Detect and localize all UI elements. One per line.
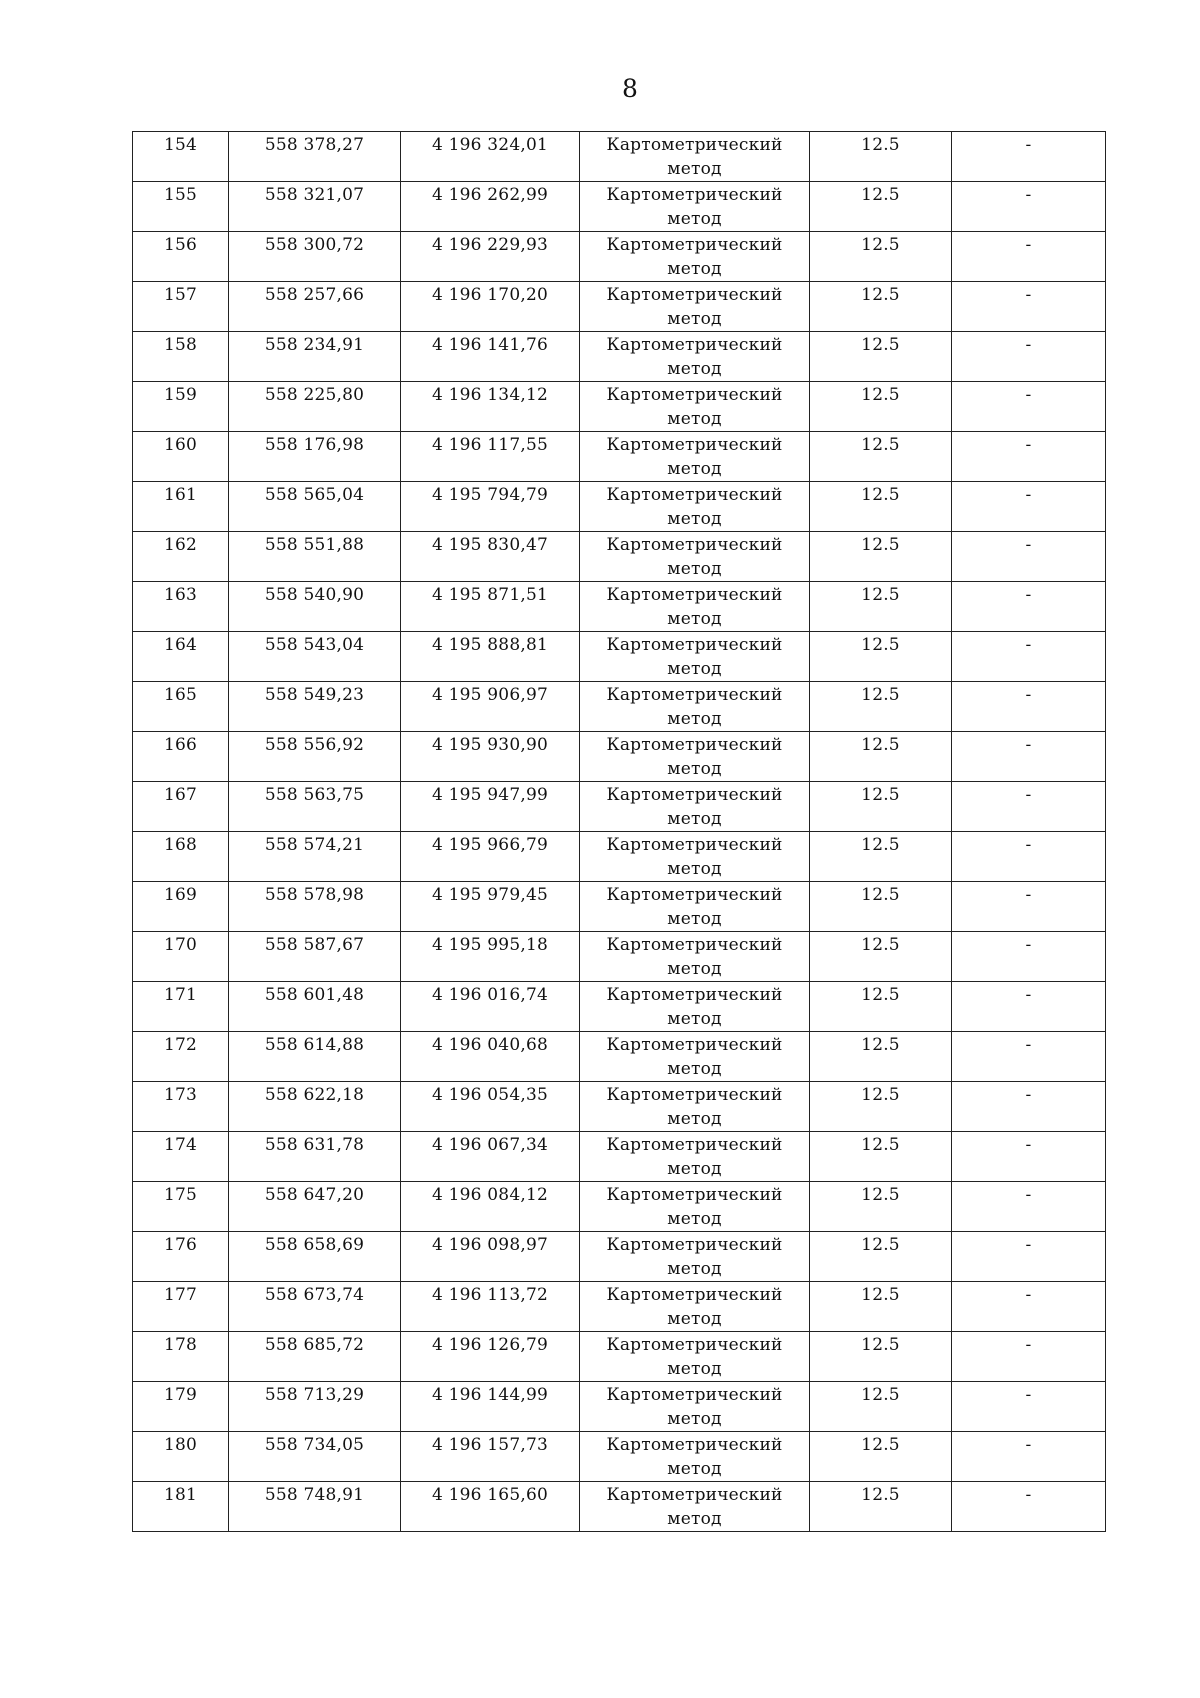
- method-line-2: метод: [667, 1509, 722, 1529]
- point-number-cell: 171: [133, 982, 229, 1032]
- note-cell: -: [952, 882, 1106, 932]
- accuracy-cell: 12.5: [810, 232, 952, 282]
- accuracy-cell: 12.5: [810, 1082, 952, 1132]
- accuracy-cell: 12.5: [810, 732, 952, 782]
- method-line-2: метод: [667, 1109, 722, 1129]
- method-line-2: метод: [667, 159, 722, 179]
- method-cell: [580, 1182, 810, 1232]
- note-cell: -: [952, 1482, 1106, 1532]
- y-coordinate-cell: 4 196 141,76: [401, 332, 580, 382]
- point-number-cell: 173: [133, 1082, 229, 1132]
- accuracy-cell: 12.5: [810, 1482, 952, 1532]
- x-coordinate-cell: 558 551,88: [229, 532, 401, 582]
- x-coordinate-cell: 558 234,91: [229, 332, 401, 382]
- point-number-cell: 163: [133, 582, 229, 632]
- point-number-cell: 158: [133, 332, 229, 382]
- method-line-2: метод: [667, 309, 722, 329]
- x-coordinate-cell: 558 734,05: [229, 1432, 401, 1482]
- method-line-2: метод: [667, 809, 722, 829]
- y-coordinate-cell: 4 196 040,68: [401, 1032, 580, 1082]
- point-number-cell: 162: [133, 532, 229, 582]
- method-cell: [580, 282, 810, 332]
- accuracy-cell: 12.5: [810, 1382, 952, 1432]
- accuracy-cell: 12.5: [810, 1182, 952, 1232]
- method-line-2: метод: [667, 1159, 722, 1179]
- note-cell: -: [952, 982, 1106, 1032]
- note-cell: -: [952, 182, 1106, 232]
- method-line-1: Картометрический: [606, 885, 783, 905]
- accuracy-cell: 12.5: [810, 882, 952, 932]
- method-cell: [580, 382, 810, 432]
- y-coordinate-cell: 4 195 871,51: [401, 582, 580, 632]
- method-cell: [580, 1432, 810, 1482]
- method-line-1: Картометрический: [606, 1035, 783, 1055]
- y-coordinate-cell: 4 196 324,01: [401, 132, 580, 182]
- page-number: 8: [622, 74, 638, 103]
- x-coordinate-cell: 558 321,07: [229, 182, 401, 232]
- y-coordinate-cell: 4 195 830,47: [401, 532, 580, 582]
- method-cell: [580, 732, 810, 782]
- y-coordinate-cell: 4 196 117,55: [401, 432, 580, 482]
- note-cell: -: [952, 382, 1106, 432]
- note-cell: -: [952, 232, 1106, 282]
- x-coordinate-cell: 558 556,92: [229, 732, 401, 782]
- note-cell: -: [952, 1132, 1106, 1182]
- y-coordinate-cell: 4 195 979,45: [401, 882, 580, 932]
- method-line-2: метод: [667, 609, 722, 629]
- x-coordinate-cell: 558 549,23: [229, 682, 401, 732]
- method-line-2: метод: [667, 359, 722, 379]
- method-line-1: Картометрический: [606, 435, 783, 455]
- method-cell: [580, 1482, 810, 1532]
- point-number-cell: 179: [133, 1382, 229, 1432]
- accuracy-cell: 12.5: [810, 1282, 952, 1332]
- point-number-cell: 155: [133, 182, 229, 232]
- point-number-cell: 165: [133, 682, 229, 732]
- method-line-1: Картометрический: [606, 1285, 783, 1305]
- x-coordinate-cell: 558 658,69: [229, 1232, 401, 1282]
- accuracy-cell: 12.5: [810, 1032, 952, 1082]
- y-coordinate-cell: 4 195 995,18: [401, 932, 580, 982]
- method-cell: [580, 232, 810, 282]
- method-line-2: метод: [667, 1359, 722, 1379]
- y-coordinate-cell: 4 196 165,60: [401, 1482, 580, 1532]
- accuracy-cell: 12.5: [810, 382, 952, 432]
- y-coordinate-cell: 4 195 947,99: [401, 782, 580, 832]
- x-coordinate-cell: 558 748,91: [229, 1482, 401, 1532]
- method-cell: [580, 832, 810, 882]
- accuracy-cell: 12.5: [810, 132, 952, 182]
- method-line-1: Картометрический: [606, 1435, 783, 1455]
- accuracy-cell: 12.5: [810, 182, 952, 232]
- accuracy-cell: 12.5: [810, 982, 952, 1032]
- y-coordinate-cell: 4 196 054,35: [401, 1082, 580, 1132]
- x-coordinate-cell: 558 587,67: [229, 932, 401, 982]
- method-line-1: Картометрический: [606, 1185, 783, 1205]
- method-cell: [580, 182, 810, 232]
- y-coordinate-cell: 4 195 888,81: [401, 632, 580, 682]
- accuracy-cell: 12.5: [810, 932, 952, 982]
- method-line-1: Картометрический: [606, 385, 783, 405]
- note-cell: -: [952, 632, 1106, 682]
- x-coordinate-cell: 558 713,29: [229, 1382, 401, 1432]
- point-number-cell: 181: [133, 1482, 229, 1532]
- y-coordinate-cell: 4 196 144,99: [401, 1382, 580, 1432]
- accuracy-cell: 12.5: [810, 332, 952, 382]
- table-row: [133, 732, 1106, 782]
- y-coordinate-cell: 4 195 906,97: [401, 682, 580, 732]
- point-number-cell: 176: [133, 1232, 229, 1282]
- method-cell: [580, 982, 810, 1032]
- x-coordinate-cell: 558 565,04: [229, 482, 401, 532]
- method-line-1: Картометрический: [606, 685, 783, 705]
- table-row: [133, 532, 1106, 582]
- point-number-cell: 161: [133, 482, 229, 532]
- method-line-2: метод: [667, 259, 722, 279]
- method-line-1: Картометрический: [606, 585, 783, 605]
- point-number-cell: 170: [133, 932, 229, 982]
- table-row: [133, 1132, 1106, 1182]
- y-coordinate-cell: 4 196 016,74: [401, 982, 580, 1032]
- x-coordinate-cell: 558 673,74: [229, 1282, 401, 1332]
- method-line-1: Картометрический: [606, 1135, 783, 1155]
- note-cell: -: [952, 332, 1106, 382]
- table-row: [133, 632, 1106, 682]
- y-coordinate-cell: 4 195 966,79: [401, 832, 580, 882]
- table-row: [133, 982, 1106, 1032]
- method-line-1: Картометрический: [606, 285, 783, 305]
- note-cell: -: [952, 732, 1106, 782]
- y-coordinate-cell: 4 196 157,73: [401, 1432, 580, 1482]
- table-row: [133, 1382, 1106, 1432]
- method-line-2: метод: [667, 1009, 722, 1029]
- accuracy-cell: 12.5: [810, 632, 952, 682]
- table-row: [133, 482, 1106, 532]
- y-coordinate-cell: 4 196 229,93: [401, 232, 580, 282]
- method-cell: [580, 932, 810, 982]
- accuracy-cell: 12.5: [810, 682, 952, 732]
- table-row: [133, 332, 1106, 382]
- note-cell: -: [952, 582, 1106, 632]
- y-coordinate-cell: 4 195 794,79: [401, 482, 580, 532]
- accuracy-cell: 12.5: [810, 532, 952, 582]
- method-line-1: Картометрический: [606, 485, 783, 505]
- x-coordinate-cell: 558 540,90: [229, 582, 401, 632]
- method-line-1: Картометрический: [606, 135, 783, 155]
- point-number-cell: 154: [133, 132, 229, 182]
- accuracy-cell: 12.5: [810, 1132, 952, 1182]
- note-cell: -: [952, 782, 1106, 832]
- method-cell: [580, 1382, 810, 1432]
- table-row: [133, 282, 1106, 332]
- method-line-2: метод: [667, 459, 722, 479]
- y-coordinate-cell: 4 196 134,12: [401, 382, 580, 432]
- method-line-1: Картометрический: [606, 535, 783, 555]
- point-number-cell: 167: [133, 782, 229, 832]
- table-row: [133, 1082, 1106, 1132]
- note-cell: -: [952, 1332, 1106, 1382]
- point-number-cell: 177: [133, 1282, 229, 1332]
- table-row: [133, 1032, 1106, 1082]
- method-line-1: Картометрический: [606, 185, 783, 205]
- y-coordinate-cell: 4 195 930,90: [401, 732, 580, 782]
- method-line-1: Картометрический: [606, 1235, 783, 1255]
- point-number-cell: 172: [133, 1032, 229, 1082]
- accuracy-cell: 12.5: [810, 282, 952, 332]
- method-line-1: Картометрический: [606, 1085, 783, 1105]
- y-coordinate-cell: 4 196 262,99: [401, 182, 580, 232]
- method-line-1: Картометрический: [606, 735, 783, 755]
- method-line-2: метод: [667, 759, 722, 779]
- point-number-cell: 174: [133, 1132, 229, 1182]
- x-coordinate-cell: 558 225,80: [229, 382, 401, 432]
- x-coordinate-cell: 558 614,88: [229, 1032, 401, 1082]
- table-row: [133, 1282, 1106, 1332]
- method-cell: [580, 482, 810, 532]
- table-row: [133, 782, 1106, 832]
- method-cell: [580, 1232, 810, 1282]
- table-row: [133, 432, 1106, 482]
- point-number-cell: 160: [133, 432, 229, 482]
- note-cell: -: [952, 682, 1106, 732]
- point-number-cell: 166: [133, 732, 229, 782]
- point-number-cell: 159: [133, 382, 229, 432]
- note-cell: -: [952, 432, 1106, 482]
- accuracy-cell: 12.5: [810, 832, 952, 882]
- y-coordinate-cell: 4 196 084,12: [401, 1182, 580, 1232]
- method-cell: [580, 682, 810, 732]
- point-number-cell: 180: [133, 1432, 229, 1482]
- method-cell: [580, 432, 810, 482]
- table-row: [133, 182, 1106, 232]
- method-line-2: метод: [667, 959, 722, 979]
- method-line-1: Картометрический: [606, 1485, 783, 1505]
- note-cell: -: [952, 832, 1106, 882]
- table-row: [133, 682, 1106, 732]
- y-coordinate-cell: 4 196 170,20: [401, 282, 580, 332]
- x-coordinate-cell: 558 574,21: [229, 832, 401, 882]
- y-coordinate-cell: 4 196 113,72: [401, 1282, 580, 1332]
- method-line-2: метод: [667, 1059, 722, 1079]
- note-cell: -: [952, 932, 1106, 982]
- method-cell: [580, 332, 810, 382]
- method-line-2: метод: [667, 659, 722, 679]
- method-line-2: метод: [667, 859, 722, 879]
- method-line-2: метод: [667, 559, 722, 579]
- y-coordinate-cell: 4 196 126,79: [401, 1332, 580, 1382]
- table-row: [133, 232, 1106, 282]
- method-line-1: Картометрический: [606, 1385, 783, 1405]
- note-cell: -: [952, 482, 1106, 532]
- method-line-2: метод: [667, 709, 722, 729]
- accuracy-cell: 12.5: [810, 482, 952, 532]
- accuracy-cell: 12.5: [810, 1332, 952, 1382]
- table-row: [133, 1332, 1106, 1382]
- note-cell: -: [952, 1282, 1106, 1332]
- x-coordinate-cell: 558 257,66: [229, 282, 401, 332]
- table-row: [133, 1432, 1106, 1482]
- method-line-1: Картометрический: [606, 835, 783, 855]
- x-coordinate-cell: 558 647,20: [229, 1182, 401, 1232]
- table-row: [133, 1482, 1106, 1532]
- method-line-2: метод: [667, 1209, 722, 1229]
- method-cell: [580, 532, 810, 582]
- point-number-cell: 169: [133, 882, 229, 932]
- x-coordinate-cell: 558 563,75: [229, 782, 401, 832]
- method-line-1: Картометрический: [606, 235, 783, 255]
- table-row: [133, 932, 1106, 982]
- point-number-cell: 178: [133, 1332, 229, 1382]
- x-coordinate-cell: 558 300,72: [229, 232, 401, 282]
- method-cell: [580, 882, 810, 932]
- table-row: [133, 132, 1106, 182]
- x-coordinate-cell: 558 631,78: [229, 1132, 401, 1182]
- method-line-1: Картометрический: [606, 1335, 783, 1355]
- method-line-1: Картометрический: [606, 985, 783, 1005]
- note-cell: -: [952, 1082, 1106, 1132]
- table-row: [133, 382, 1106, 432]
- accuracy-cell: 12.5: [810, 582, 952, 632]
- method-cell: [580, 782, 810, 832]
- method-line-2: метод: [667, 1409, 722, 1429]
- note-cell: -: [952, 132, 1106, 182]
- method-line-1: Картометрический: [606, 785, 783, 805]
- x-coordinate-cell: 558 176,98: [229, 432, 401, 482]
- accuracy-cell: 12.5: [810, 782, 952, 832]
- x-coordinate-cell: 558 543,04: [229, 632, 401, 682]
- point-number-cell: 168: [133, 832, 229, 882]
- point-number-cell: 156: [133, 232, 229, 282]
- method-cell: [580, 1332, 810, 1382]
- note-cell: -: [952, 1432, 1106, 1482]
- method-cell: [580, 1082, 810, 1132]
- y-coordinate-cell: 4 196 098,97: [401, 1232, 580, 1282]
- coordinates-table: [132, 131, 1106, 1532]
- method-cell: [580, 632, 810, 682]
- coordinates-table-body: [133, 132, 1106, 1532]
- method-line-2: метод: [667, 909, 722, 929]
- accuracy-cell: 12.5: [810, 1432, 952, 1482]
- note-cell: -: [952, 1032, 1106, 1082]
- table-row: [133, 1232, 1106, 1282]
- point-number-cell: 164: [133, 632, 229, 682]
- method-cell: [580, 582, 810, 632]
- method-line-2: метод: [667, 1259, 722, 1279]
- method-cell: [580, 1282, 810, 1332]
- accuracy-cell: 12.5: [810, 432, 952, 482]
- x-coordinate-cell: 558 685,72: [229, 1332, 401, 1382]
- method-line-1: Картометрический: [606, 635, 783, 655]
- x-coordinate-cell: 558 622,18: [229, 1082, 401, 1132]
- table-row: [133, 582, 1106, 632]
- point-number-cell: 175: [133, 1182, 229, 1232]
- x-coordinate-cell: 558 378,27: [229, 132, 401, 182]
- method-line-1: Картометрический: [606, 935, 783, 955]
- method-line-2: метод: [667, 1309, 722, 1329]
- method-cell: [580, 132, 810, 182]
- method-cell: [580, 1132, 810, 1182]
- point-number-cell: 157: [133, 282, 229, 332]
- table-row: [133, 1182, 1106, 1232]
- note-cell: -: [952, 1232, 1106, 1282]
- note-cell: -: [952, 1182, 1106, 1232]
- method-line-1: Картометрический: [606, 335, 783, 355]
- x-coordinate-cell: 558 601,48: [229, 982, 401, 1032]
- method-line-2: метод: [667, 209, 722, 229]
- x-coordinate-cell: 558 578,98: [229, 882, 401, 932]
- method-line-2: метод: [667, 1459, 722, 1479]
- note-cell: -: [952, 282, 1106, 332]
- note-cell: -: [952, 1382, 1106, 1432]
- method-cell: [580, 1032, 810, 1082]
- method-line-2: метод: [667, 509, 722, 529]
- accuracy-cell: 12.5: [810, 1232, 952, 1282]
- table-row: [133, 832, 1106, 882]
- table-row: [133, 882, 1106, 932]
- note-cell: -: [952, 532, 1106, 582]
- method-line-2: метод: [667, 409, 722, 429]
- y-coordinate-cell: 4 196 067,34: [401, 1132, 580, 1182]
